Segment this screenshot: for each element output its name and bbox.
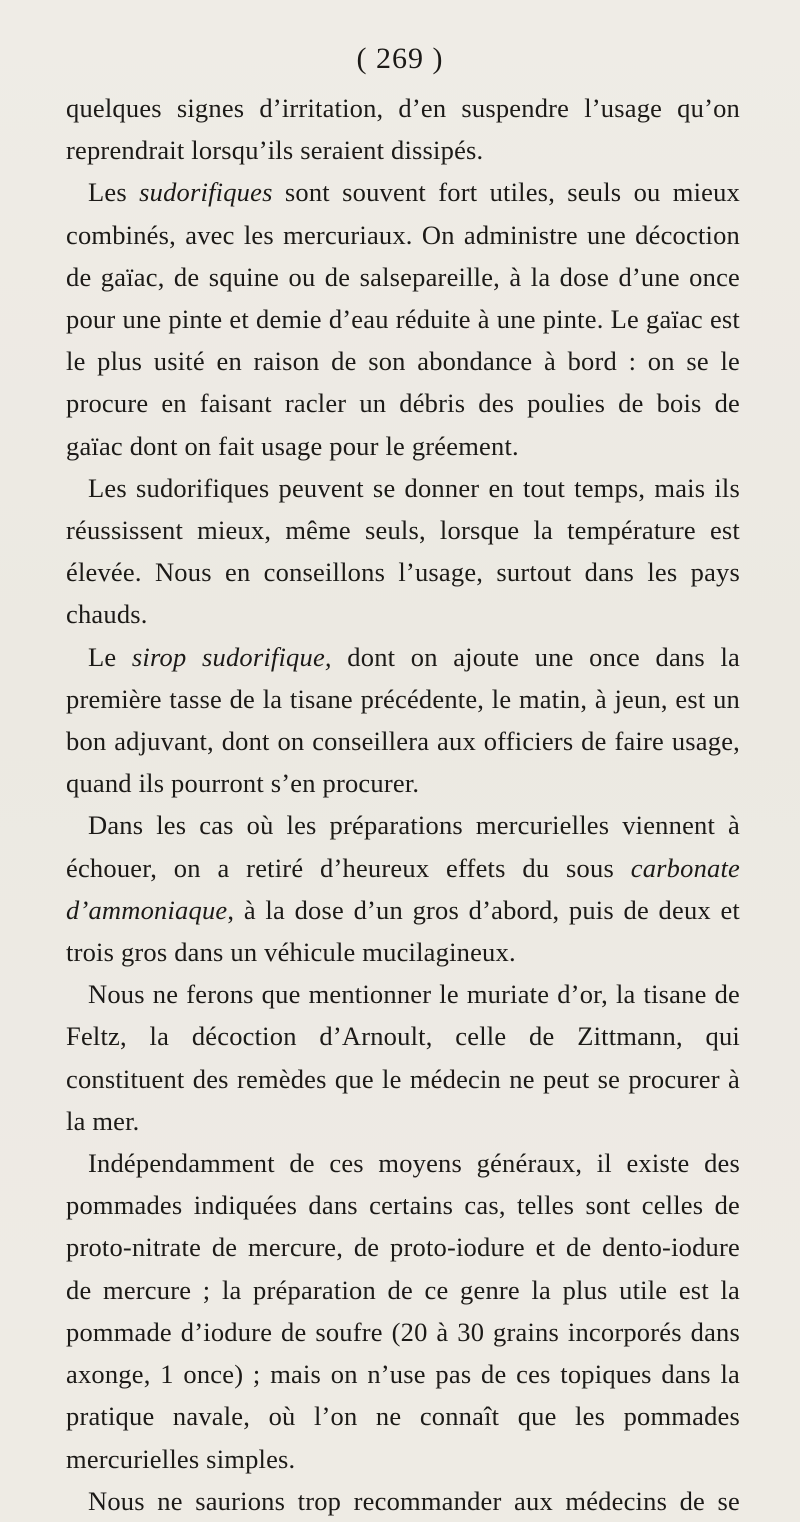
text-run: Nous ne saurions trop recommander aux médecins de se	[88, 1485, 740, 1516]
page-number: ( 269 )	[356, 42, 444, 75]
paragraph-p5	[66, 973, 740, 1142]
italic-term: sirop sudorifique,	[131, 641, 332, 672]
paragraph-p2	[66, 467, 740, 636]
text-run: Les	[88, 177, 140, 208]
body-text	[66, 87, 740, 1522]
text-run: sont souvent fort utiles, seuls ou mieux combinés, avec les mercuriaux. On administre une décoction de gaïac, de squine ou de salsepareille, à la dose d’une once pour une pinte et demie d’eau réduite à une pinte. Le gaïac est le plus usité en raison de son abondance à bord : on se le procure en faisant racler un débris des poulies de bois de gaïac dont on fait usage pour le gréement.	[66, 177, 740, 461]
paragraph-p0	[66, 87, 740, 171]
text-run: , à la dose d’un gros d’abord, puis de deux et trois gros dans un véhicule mucilagineux.	[66, 894, 740, 968]
text-run: Dans les cas où les préparations mercurielles viennent à échouer, on a retiré d’heureux effets du sous	[66, 810, 740, 883]
italic-term: sudorifiques	[139, 177, 273, 208]
paragraph-p1	[66, 171, 740, 466]
paragraph-p7	[66, 1480, 740, 1522]
text-run: Le	[88, 641, 132, 672]
text-run: quelques signes d’irritation, d’en suspendre l’usage qu’on reprendrait lorsqu’ils seraient dissipés.	[66, 93, 740, 166]
text-run: Nous ne ferons que mentionner le muriate d’or, la tisane de Feltz, la décoction d’Arnoult, celle de Zittmann, qui constituent des remèdes que le médecin ne peut se procurer à la mer.	[66, 979, 740, 1136]
paragraph-p4	[66, 804, 740, 973]
text-run: dont on ajoute une once dans la première tasse de la tisane précédente, le matin, à jeun, est un bon adjuvant, dont on conseillera aux officiers de faire usage, quand ils pourront s’en procurer.	[66, 641, 740, 799]
italic-term: carbonate d’ammoniaque	[66, 852, 740, 925]
paragraph-p6	[66, 1142, 740, 1480]
text-run: Indépendamment de ces moyens généraux, il existe des pommades indiquées dans certains cas, telles sont celles de proto-nitrate de mercure, de proto-iodure et de dento-iodure de mercure ; la préparation de ce genre la plus utile est la pommade d’iodure de soufre (20 à 30 grains incorporés dans axonge, 1 once) ; mais on n’use pas de ces topiques dans la pratique navale, où l’on ne connaît que les pommades mercurielles simples.	[66, 1148, 740, 1474]
paragraph-p3	[66, 636, 740, 805]
text-run: Les sudorifiques peuvent se donner en tout temps, mais ils réussissent mieux, même seuls, lorsque la température est élevée. Nous en conseillons l’usage, surtout dans les pays chauds.	[66, 472, 740, 630]
